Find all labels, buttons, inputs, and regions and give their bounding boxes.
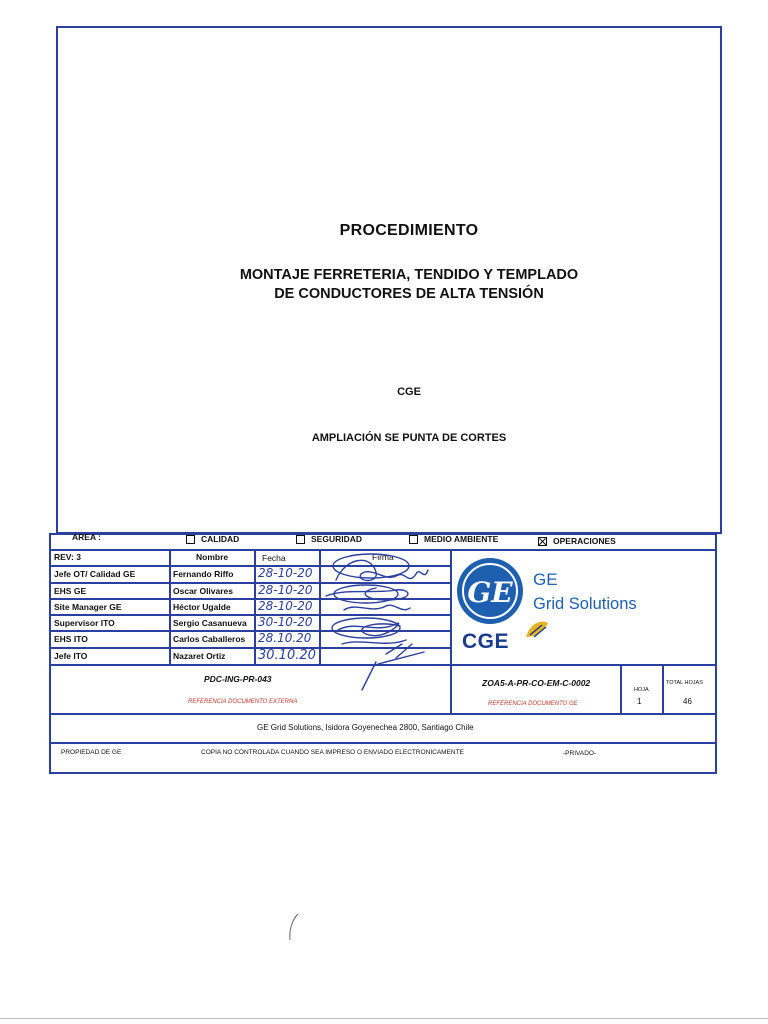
signature-3	[344, 605, 410, 610]
divider	[169, 549, 171, 664]
ge-logo-line-1: GE	[533, 570, 558, 589]
role-cell: Site Manager GE	[54, 602, 122, 612]
hoja-value: 1	[637, 697, 642, 706]
role-cell: EHS GE	[54, 586, 87, 596]
name-cell: Carlos Caballeros	[173, 634, 246, 644]
external-doc-code: PDC-ING-PR-043	[204, 674, 272, 684]
subtitle-line-1: MONTAJE FERRETERIA, TENDIDO Y TEMPLADO	[239, 267, 579, 283]
scan-edge	[0, 1018, 768, 1019]
checkbox-icon	[296, 535, 305, 544]
date-cell: 28.10.20	[258, 631, 312, 645]
divider	[49, 713, 717, 715]
divider	[450, 549, 452, 713]
cge-logo-text: CGE	[462, 630, 510, 653]
role-cell: Jefe OT/ Calidad GE	[54, 569, 136, 579]
area-option-calidad[interactable]	[186, 534, 239, 544]
ge-logo-line-2: Grid Solutions	[533, 595, 637, 613]
name-cell: Nazaret Ortiz	[173, 651, 226, 661]
header-nombre: Nombre	[196, 552, 229, 562]
option-label: OPERACIONES	[553, 536, 616, 546]
client-name: CGE	[397, 386, 421, 398]
option-label: SEGURIDAD	[311, 534, 363, 544]
cge-logo-mark-icon	[522, 617, 552, 645]
name-cell: Sergio Casanueva	[173, 618, 247, 628]
signature-7	[362, 662, 376, 690]
date-cell: 30.10.20	[258, 648, 316, 663]
divider	[49, 549, 717, 551]
signature-4	[338, 623, 400, 636]
checkbox-icon	[409, 535, 418, 544]
checkbox-icon	[186, 535, 195, 544]
subtitle-line-2: DE CONDUCTORES DE ALTA TENSIÓN	[274, 286, 544, 302]
external-doc-label: REFERENCIA DOCUMENTO EXTERNA	[188, 699, 298, 705]
header-fecha: Fecha	[262, 553, 286, 563]
role-cell: Supervisor ITO	[54, 618, 115, 628]
divider	[662, 664, 664, 713]
header-firma: Firma	[372, 552, 394, 562]
option-label: MEDIO AMBIENTE	[424, 534, 499, 544]
ge-monogram-text: GE	[467, 576, 513, 609]
role-cell: Jefe ITO	[54, 651, 88, 661]
uncontrolled-copy-notice: COPIA NO CONTROLADA CUANDO SEA IMPRESO O ENVIADO ELECTRONICAMENTE	[201, 749, 464, 756]
date-cell: 30-10-20	[258, 615, 313, 629]
document-subtitle	[56, 266, 762, 304]
date-cell: 28-10-20	[258, 599, 313, 613]
signatures-graphic	[316, 552, 450, 692]
signature-5	[342, 640, 406, 644]
signature-stroke	[334, 585, 398, 603]
divider	[254, 549, 256, 664]
signature-6	[378, 644, 424, 664]
company-address: GE Grid Solutions, Isidora Goyenechea 2800, Santiago Chile	[257, 723, 474, 732]
checked-checkbox-icon	[538, 537, 547, 546]
option-label: CALIDAD	[201, 534, 240, 544]
role-cell: EHS ITO	[54, 634, 88, 644]
privacy-label: -PRIVADO-	[563, 750, 597, 757]
area-label: AREA :	[72, 532, 101, 542]
date-cell: 28-10-20	[258, 566, 313, 580]
ge-doc-label: REFERENCIA DOCUMENTO GE	[488, 701, 578, 707]
hoja-label: HOJA	[634, 687, 649, 693]
project-name: AMPLIACIÓN SE PUNTA DE CORTES	[311, 432, 507, 444]
area-option-seguridad[interactable]	[296, 534, 362, 544]
stray-mark	[286, 912, 300, 942]
total-hojas-label: TOTAL HOJAS	[666, 680, 703, 686]
area-option-medio-ambiente[interactable]	[409, 534, 498, 544]
name-cell: Oscar Olivares	[173, 586, 234, 596]
total-hojas-value: 46	[683, 697, 692, 706]
date-cell: 28-10-20	[258, 583, 313, 597]
document-title: PROCEDIMIENTO	[339, 222, 479, 239]
divider	[49, 742, 717, 744]
ge-doc-code: ZOA5-A-PR-CO-EM-C-0002	[482, 678, 591, 688]
area-option-operaciones[interactable]	[538, 536, 616, 546]
signature-stroke	[333, 554, 409, 578]
divider	[620, 664, 622, 713]
revision-label: REV: 3	[54, 552, 81, 562]
ownership-notice: PROPIEDAD DE GE	[61, 749, 122, 756]
ge-monogram-logo	[455, 556, 525, 626]
name-cell: Fernando Riffo	[173, 569, 234, 579]
name-cell: Héctor Ugalde	[173, 602, 231, 612]
